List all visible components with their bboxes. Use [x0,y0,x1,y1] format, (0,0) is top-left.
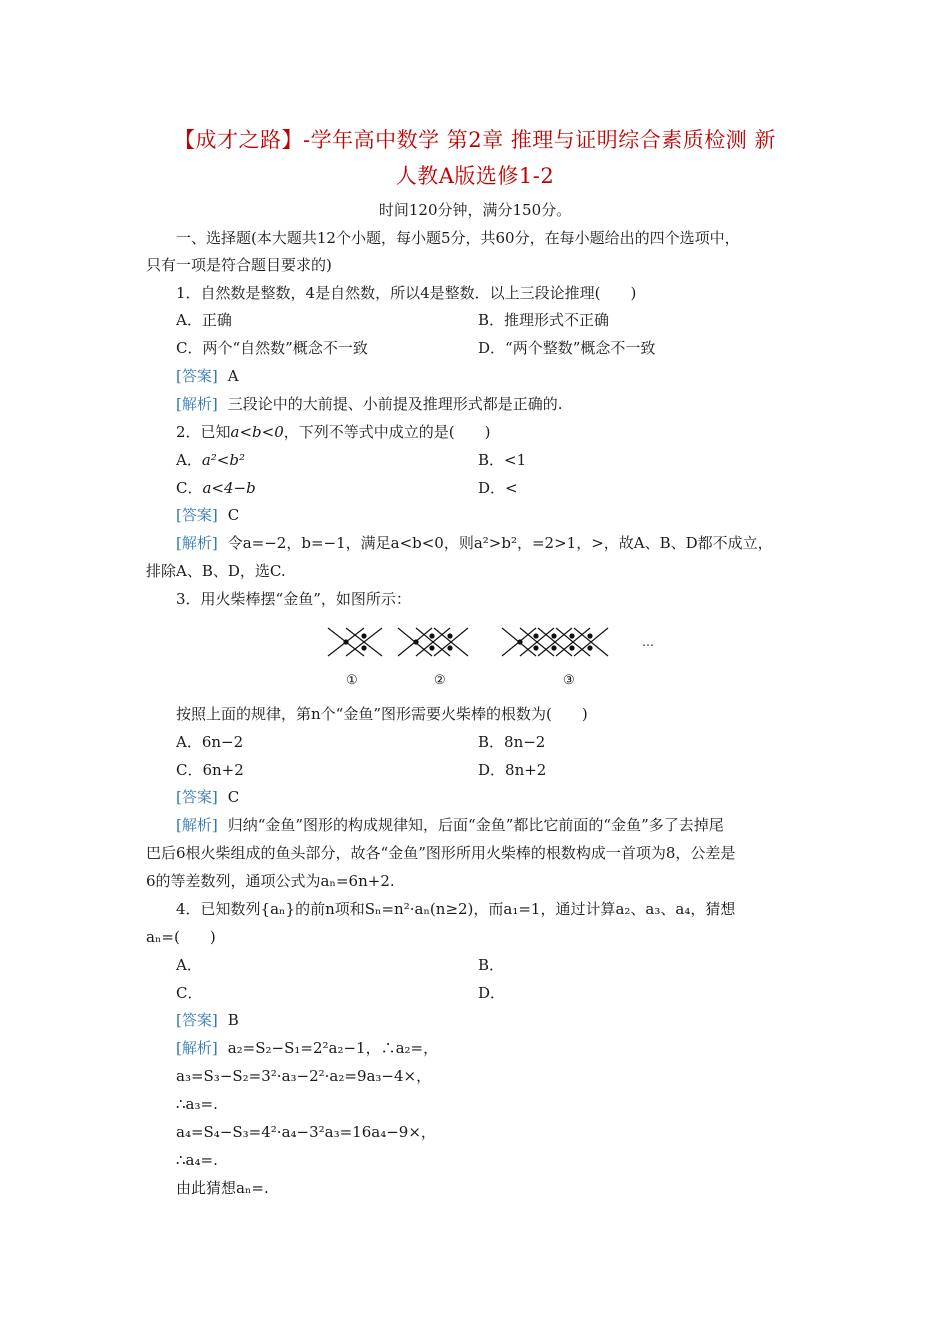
q2-condition: a<b<0 [230,423,284,441]
q4-analysis-line6: 由此猜想aₙ=. [176,1179,269,1197]
analysis-label: [解析] [176,1039,218,1057]
q2-analysis [176,533,773,553]
figure-label-2: ② [434,673,446,688]
q3-stem: 3．用火柴棒摆“金鱼”，如图所示： [176,590,411,608]
q3-option-b: B．8n−2 [478,733,546,751]
q2-option-a [176,450,245,470]
goldfish-1 [328,628,382,656]
q4-option-a: A． [176,956,202,974]
q2-option-c [176,478,256,498]
q2-analysis-cont: 排除A、B、D，选C. [146,562,286,580]
q1-option-b: B．推理形式不正确 [478,311,610,329]
q2-analysis-text: 令a=−2，b=−1，满足a<b<0，则a²>b²，=2>1，>，故A、B、D都不成立， [227,534,773,552]
answer-label: [答案] [176,367,218,385]
q4-option-b: B． [478,956,505,974]
analysis-label: [解析] [176,534,218,552]
q4-answer [176,1010,239,1030]
q1-option-c: C．两个“自然数”概念不一致 [176,339,368,357]
figure-label-3: ③ [563,673,575,688]
q1-stem: 1．自然数是整数，4是自然数，所以4是整数．以上三段论推理( ) [176,284,637,302]
answer-label: [答案] [176,788,218,806]
q2-option-b: B．<1 [478,451,527,469]
q2-stem-prefix: 2．已知 [176,423,231,441]
q4-analysis [176,1038,438,1058]
q4-stem: 4．已知数列{aₙ}的前n项和Sₙ=n²·aₙ(n≥2)，而a₁=1，通过计算a₂、a₃、a₄，猜想 [176,900,736,918]
section-heading: 一、选择题(本大题共12个小题，每小题5分，共60分，在每小题给出的四个选项中， [176,229,740,247]
q3-option-c: C．6n+2 [176,761,244,779]
q3-question: 按照上面的规律，第n个“金鱼”图形需要火柴棒的根数为( ) [176,705,588,723]
q1-answer-value: A [227,367,239,385]
q4-analysis-text: a₂=S₂−S₁=2²a₂−1，∴a₂=， [227,1039,439,1057]
q4-analysis-line2: a₃=S₃−S₂=3²·a₃−2²·a₂=9a₃−4×， [176,1067,432,1085]
q3-answer-value: C [227,788,240,806]
q3-option-a: A．6n−2 [176,733,244,751]
document-title-line2: 人教A版选修1-2 [395,164,555,188]
q4-analysis-line3: ∴a₃=. [176,1095,218,1113]
q2-option-c-label: C． [176,479,203,497]
q4-answer-value: B [227,1011,239,1029]
q4-stem-cont: aₙ=( ) [146,928,216,946]
q1-answer [176,366,239,386]
figure-label-1: ① [346,673,358,688]
time-info: 时间120分钟，满分150分。 [378,201,572,219]
analysis-label: [解析] [176,816,218,834]
section-heading-cont: 只有一项是符合题目要求的) [146,256,332,274]
q4-analysis-line5: ∴a₄=. [176,1151,218,1169]
q2-option-a-expr: a²<b² [201,451,245,469]
q1-analysis [176,394,563,414]
answer-label: [答案] [176,506,218,524]
q3-analysis [176,815,724,835]
q1-option-d: D．“两个整数”概念不一致 [478,339,656,357]
q2-answer [176,505,239,525]
goldfish-2 [398,628,468,656]
goldfish-3 [502,628,608,656]
q3-analysis-cont2: 6的等差数列，通项公式为aₙ=6n+2. [146,872,395,890]
q2-answer-value: C [227,506,240,524]
q4-option-d: D． [478,984,506,1002]
q3-answer [176,787,239,807]
q3-option-d: D．8n+2 [478,761,547,779]
q4-option-c: C． [176,984,203,1002]
q1-option-a: A．正确 [176,311,232,329]
q2-stem-suffix: ，下列不等式中成立的是( ) [283,423,491,441]
q3-analysis-text: 归纳“金鱼”图形的构成规律知，后面“金鱼”都比它前面的“金鱼”多了去掉尾 [227,816,724,834]
analysis-label: [解析] [176,395,218,413]
document-title-line1: 【成才之路】-学年高中数学 第2章 推理与证明综合素质检测 新 [174,128,776,152]
q2-option-c-expr: a<4−b [202,479,256,497]
q2-option-a-label: A． [176,451,202,469]
goldfish-figure [320,618,670,692]
q3-analysis-cont1: 巴后6根火柴组成的鱼头部分，故各“金鱼”图形所用火柴棒的根数构成一首项为8，公差是 [146,844,736,862]
q4-analysis-line4: a₄=S₄−S₃=4²·a₄−3²a₃=16a₄−9×， [176,1123,436,1141]
q2-option-d: D．< [478,479,518,497]
answer-label: [答案] [176,1011,218,1029]
figure-ellipsis: … [642,635,654,649]
q2-stem [176,422,491,442]
q1-analysis-text: 三段论中的大前提、小前提及推理形式都是正确的. [227,395,563,413]
